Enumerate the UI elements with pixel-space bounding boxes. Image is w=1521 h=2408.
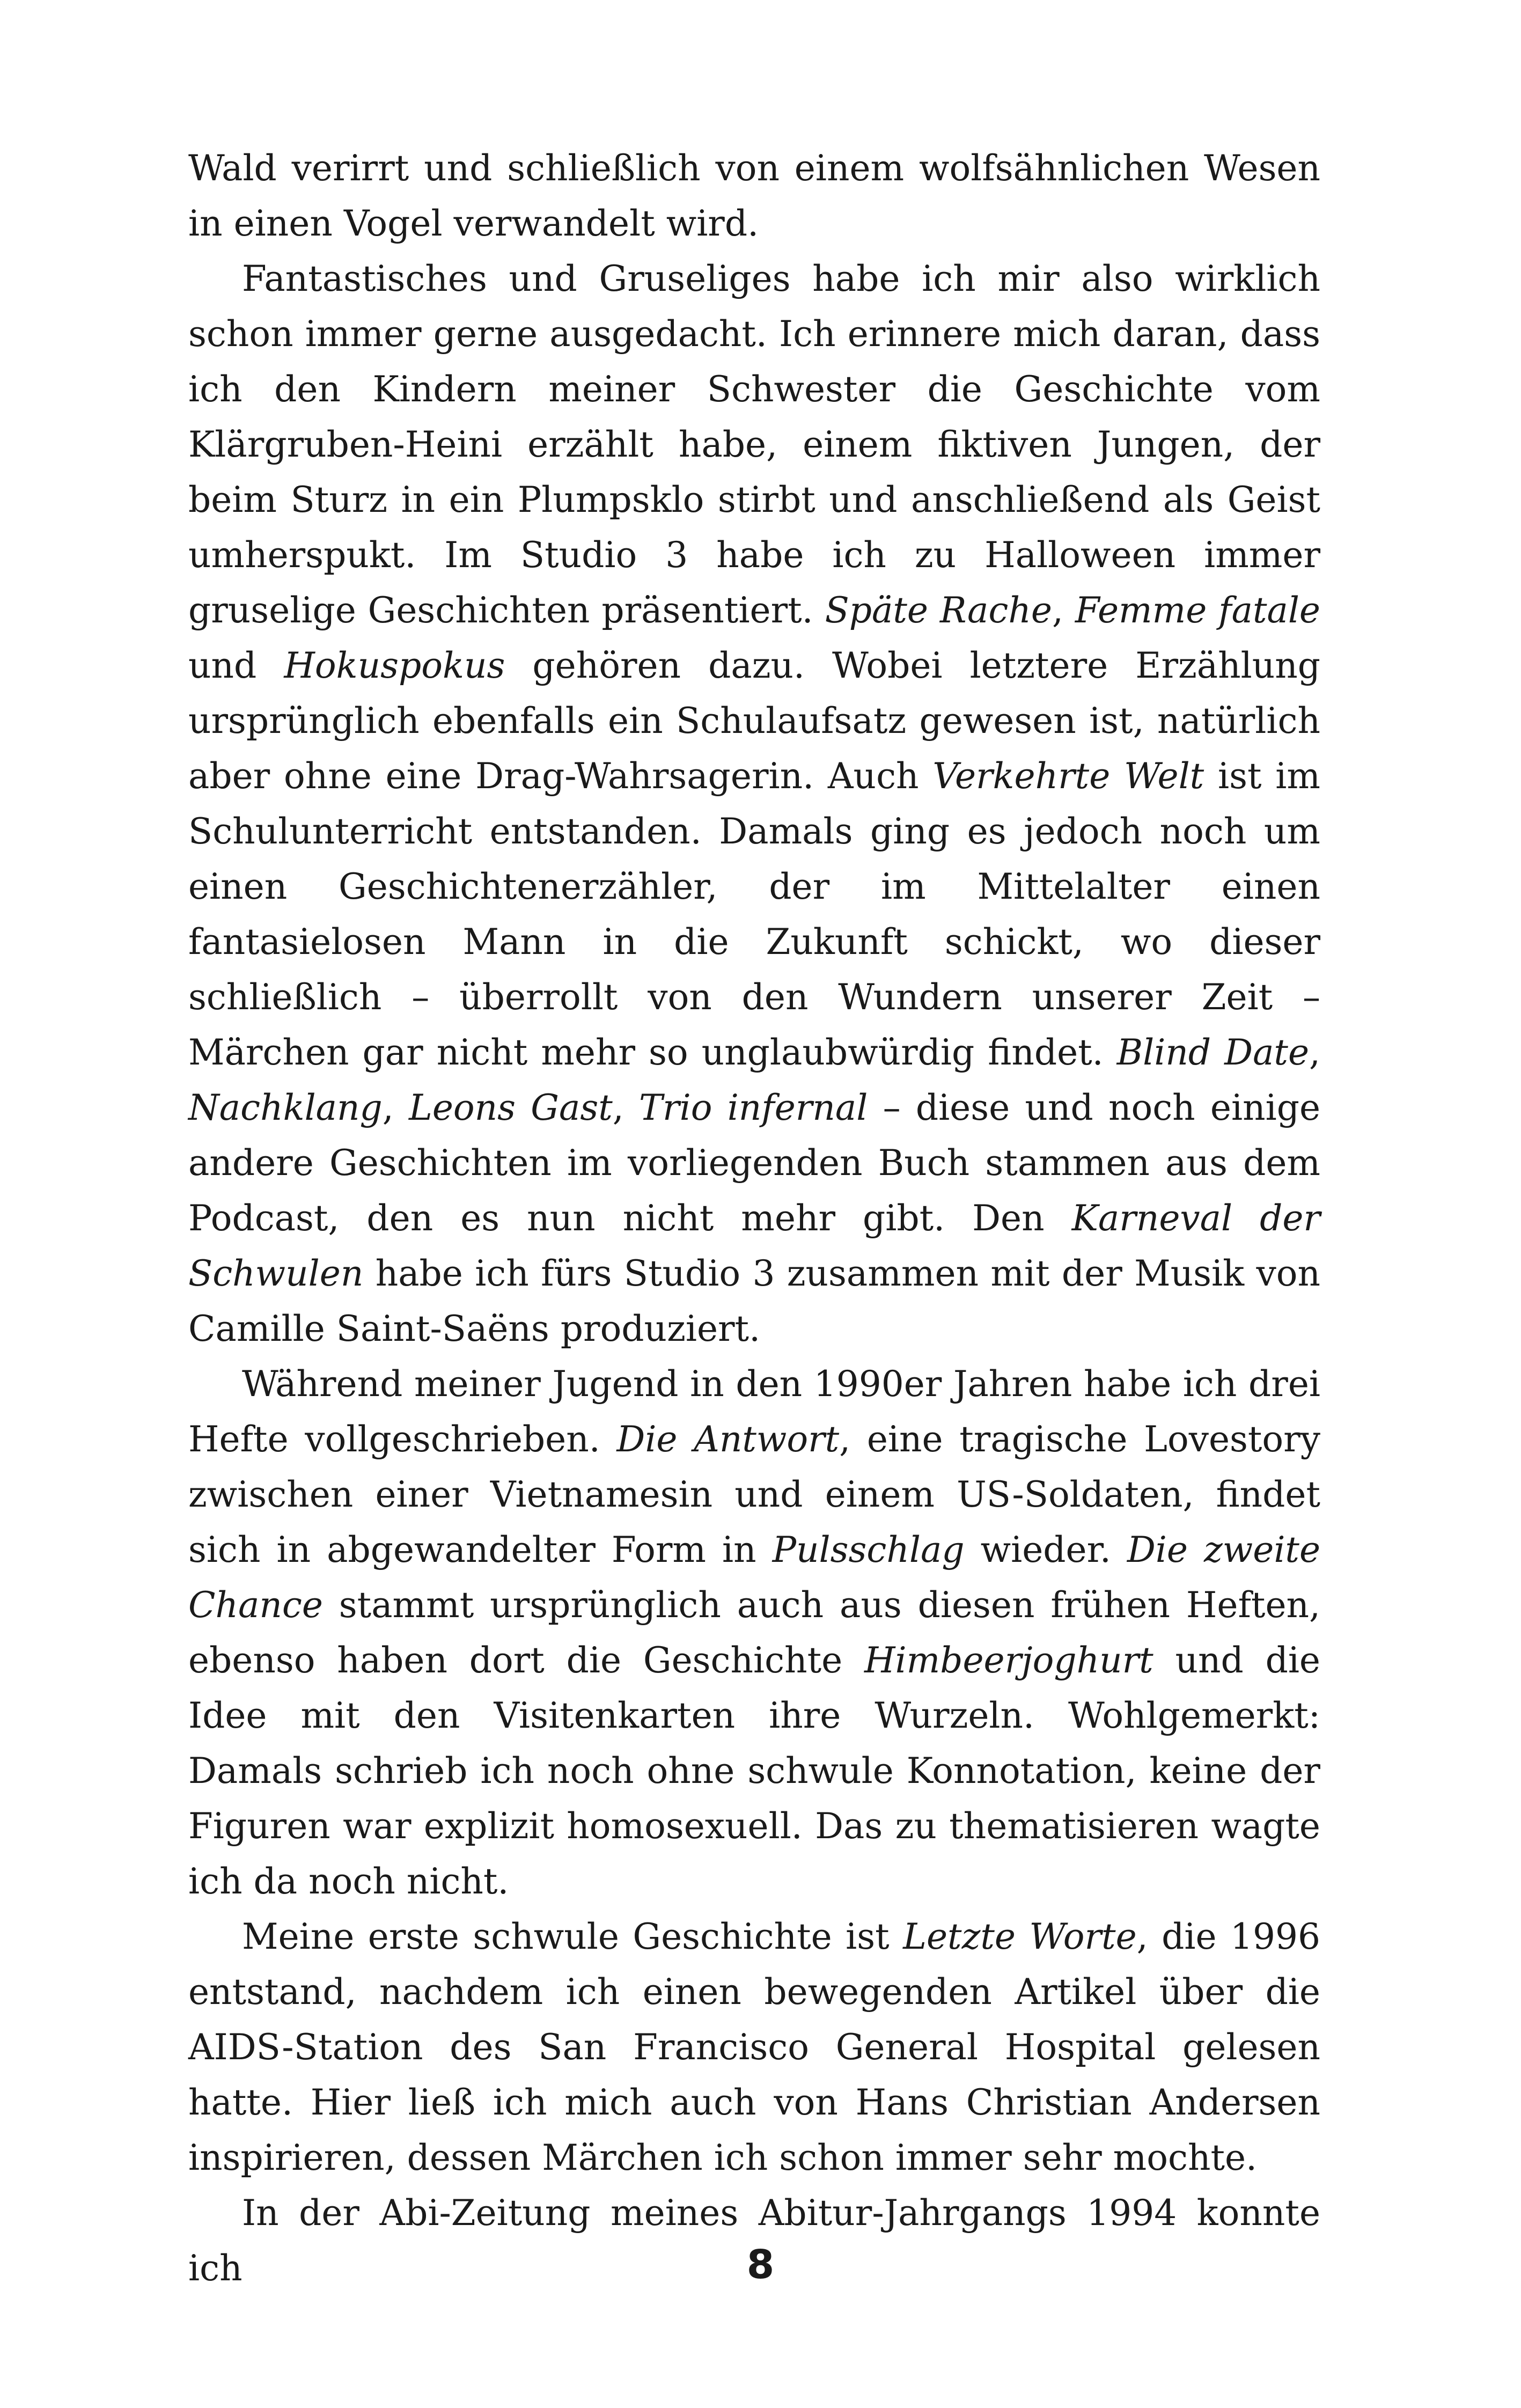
italic-title: Verkehrte Welt — [932, 755, 1204, 797]
italic-title: Trio infernal — [639, 1087, 868, 1128]
text-run: Meine erste schwule Geschichte ist — [242, 1916, 903, 1957]
body-text — [188, 141, 1320, 2296]
italic-title: Pulsschlag — [772, 1529, 965, 1570]
text-run: habe ich fürs Studio 3 zusammen mit der Musik von Camille Saint-Saëns produziert. — [188, 1253, 1320, 1349]
text-run: – diese und noch einige andere Geschichten im vorliegenden Buch stammen aus dem Podcast, den es nun nicht mehr gibt. Den — [188, 1087, 1321, 1239]
italic-title: Die zweite Chance — [188, 1529, 1321, 1626]
italic-title: Letzte Worte — [903, 1916, 1137, 1957]
italic-title: Späte Rache — [825, 590, 1052, 631]
italic-title: Nachklang — [188, 1087, 383, 1128]
text-run: und — [188, 645, 284, 686]
text-run: Während meiner Jugend in den 1990er Jahren habe ich drei Hefte vollgeschrieben. — [188, 1363, 1320, 1460]
italic-title: Femme fatale — [1075, 590, 1320, 631]
text-run: , — [1309, 1032, 1320, 1073]
paragraph — [188, 1909, 1320, 2185]
text-run: Wald verirrt und schließlich von einem wolfsähnlichen Wesen in einen Vogel verwandelt wird. — [188, 148, 1320, 244]
paragraph — [188, 1356, 1320, 1909]
paragraph — [188, 141, 1320, 251]
italic-title: Die Antwort — [616, 1419, 840, 1460]
text-run: und die Idee mit den Visitenkarten ihre Wurzeln. Wohlgemerkt: Damals schrieb ich noch ohne schwule Konnotation, keine der Figuren war explizit homosexuell. Das zu thematisieren wagte ich da noch nicht. — [188, 1640, 1320, 1902]
text-run: , — [1052, 590, 1075, 631]
italic-title: Hokuspokus — [284, 645, 505, 686]
text-run: , — [612, 1087, 640, 1128]
text-run: stammt ursprünglich auch aus diesen frühen Heften, ebenso haben dort die Geschichte — [188, 1584, 1320, 1681]
italic-title: Leons Gast — [409, 1087, 613, 1128]
paragraph — [188, 251, 1320, 1356]
text-run: Fantastisches und Gruseliges habe ich mir also wirklich schon immer gerne ausgedacht. Ich erinnere mich daran, dass ich den Kindern meiner Schwester die Geschichte vom Klärgruben-Heini erzählt habe, einem fiktiven Jungen, der beim Sturz in ein Plumpsklo stirbt und anschließend als Geist umherspukt. Im Studio 3 habe ich zu Halloween immer gruselige Geschichten präsentiert. — [188, 258, 1320, 631]
text-run: , — [382, 1087, 409, 1128]
text-run: wieder. — [964, 1529, 1127, 1570]
italic-title: Blind Date — [1116, 1032, 1310, 1073]
text-run: , eine tragische Lovestory zwischen einer Vietnamesin und einem US-Soldaten, findet sich in abgewandelter Form in — [188, 1419, 1320, 1570]
italic-title: Karneval der Schwulen — [188, 1198, 1320, 1294]
page-number: 8 — [746, 2242, 775, 2288]
text-run: In der Abi-Zeitung meines Abitur-Jahrgangs 1994 konnte ich — [188, 2192, 1320, 2289]
text-run: gehören dazu. Wobei letztere Erzählung ursprünglich ebenfalls ein Schulaufsatz gewesen ist, natürlich aber ohne eine Drag-Wahrsagerin. Auch — [188, 645, 1320, 797]
italic-title: Himbeerjoghurt — [864, 1640, 1153, 1681]
text-run: , die 1996 entstand, nachdem ich einen bewegenden Artikel über die AIDS-Station des San Francisco General Hospital gelesen hatte. Hier ließ ich mich auch von Hans Christian Andersen inspirieren, dessen Märchen ich schon immer sehr mochte. — [188, 1916, 1320, 2178]
text-run: ist im Schulunterricht entstanden. Damals ging es jedoch noch um einen Geschichtenerzähler, der im Mittelalter einen fantasielosen Mann in die Zukunft schickt, wo dieser schließlich – überrollt von den Wundern unserer Zeit – Märchen gar nicht mehr so unglaubwürdig findet. — [188, 755, 1321, 1073]
